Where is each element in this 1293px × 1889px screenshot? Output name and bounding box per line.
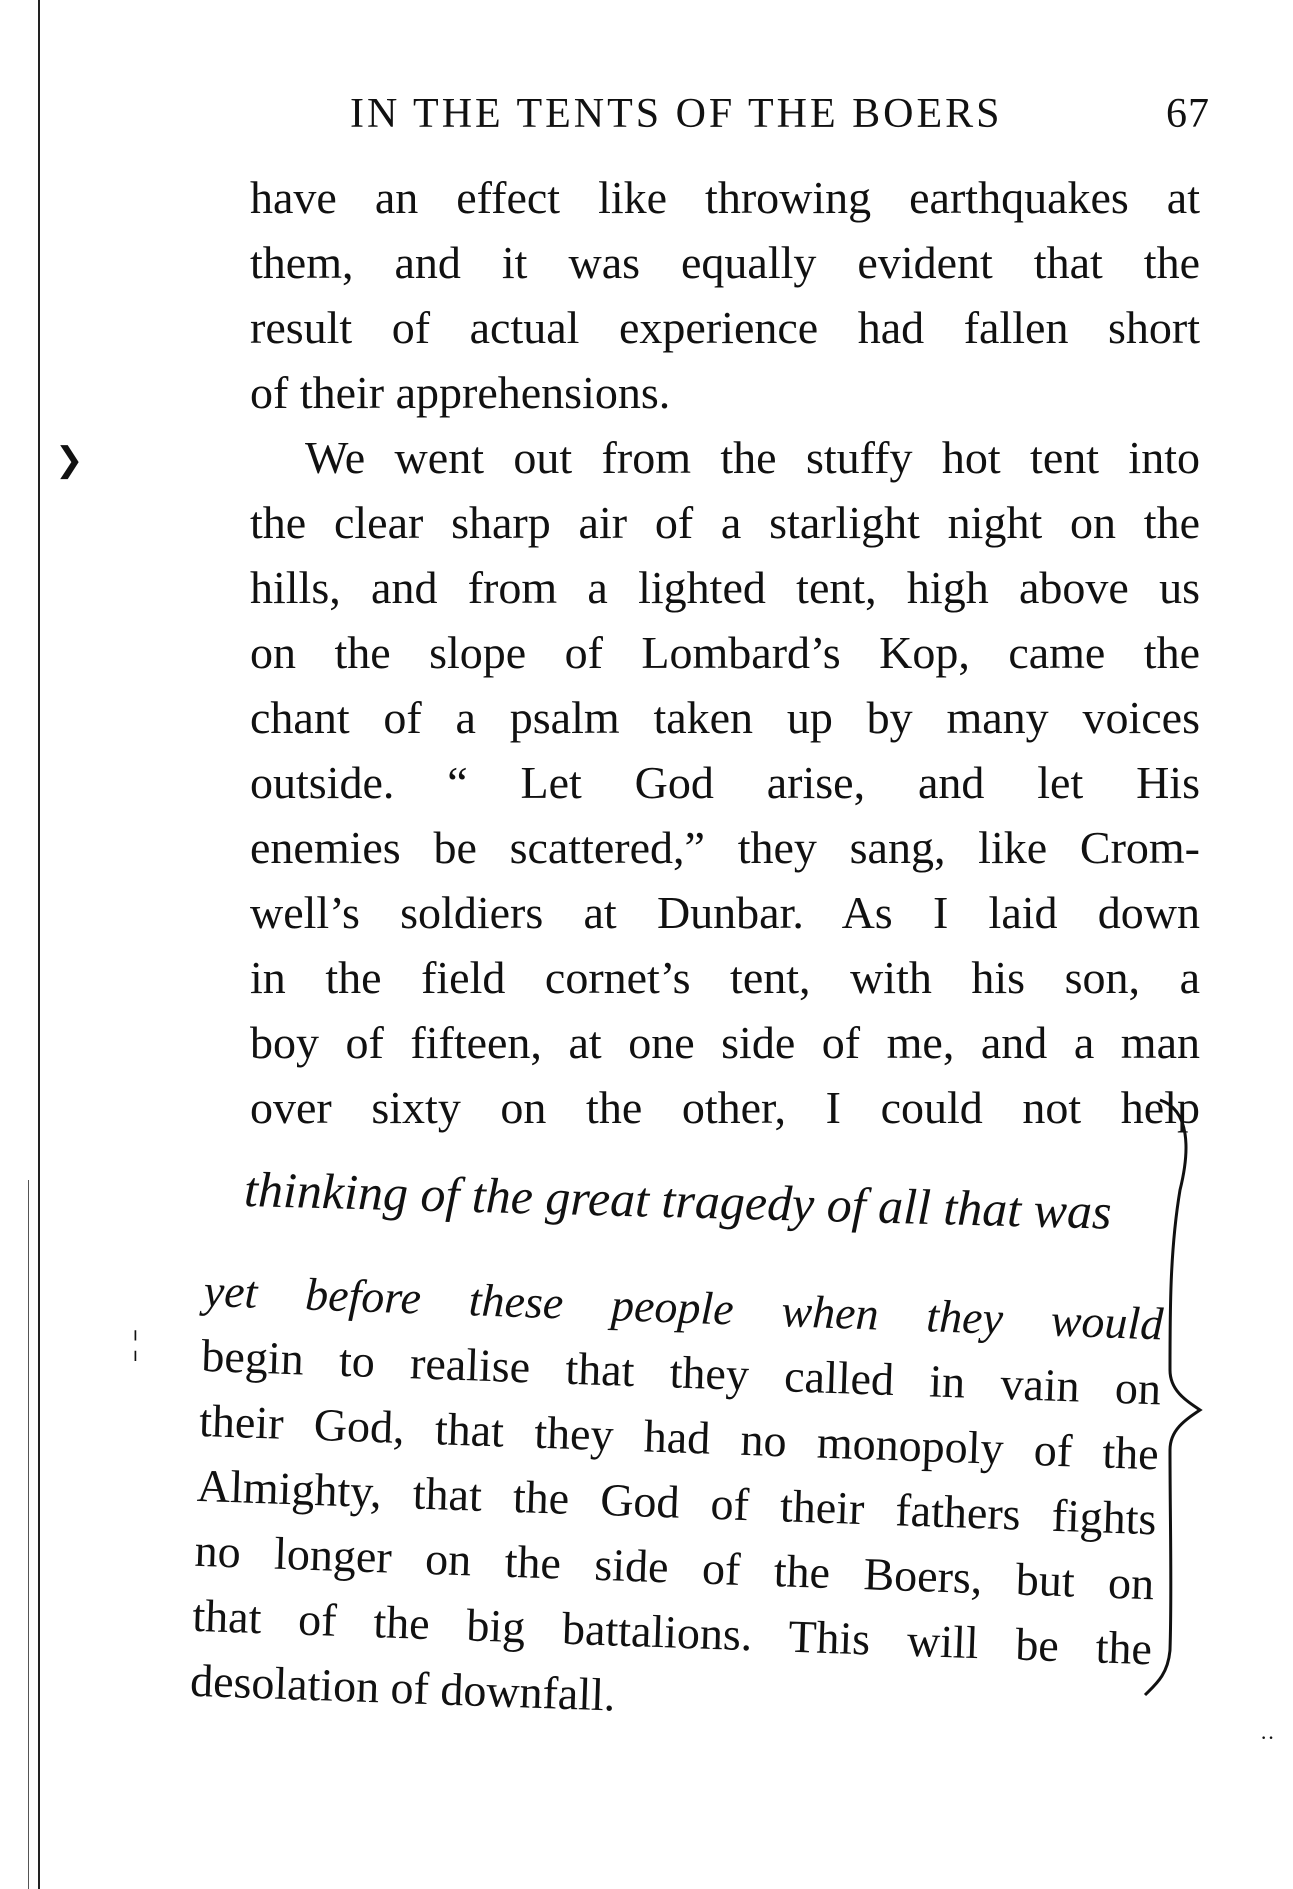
text-line: the clear sharp air of a starlight night on the [250,497,1200,548]
bottom-paragraph [189,1258,1164,1746]
text-line: yet before these people when they would [202,1264,1165,1350]
text-line: hills, and from a lighted tent, high above us [250,562,1200,613]
page-number: 67 [1166,91,1210,137]
text-line: well’s soldiers at Dunbar. As I laid down [250,887,1200,938]
text-line: chant of a psalm taken up by many voices [250,692,1200,743]
margin-mark: ¦ [132,1325,139,1362]
page-edge-line-secondary [28,1180,29,1889]
text-line: begin to realise that they called in vain on [200,1329,1162,1415]
running-title: IN THE TENTS OF THE BOERS [350,91,1003,137]
text-line: boy of fifteen, at one side of me, and a man [250,1017,1200,1068]
text-line: on the slope of Lombard’s Kop, came the [250,627,1200,678]
italic-text-line: thinking of the great tragedy of all that was [243,1160,1113,1240]
text-line: We went out from the stuffy hot tent into [305,432,1200,483]
text-line: their God, that they had no monopoly of the [198,1394,1160,1480]
text-line: enemies be scattered,” they sang, like Crom- [250,822,1200,873]
text-line: no longer on the side of the Boers, but on [193,1524,1156,1610]
main-paragraph [250,425,1200,1140]
margin-mark: ❯ [55,442,84,479]
margin-brace-icon [1140,1090,1220,1700]
text-line: in the field cornet’s tent, with his son, a [250,952,1200,1003]
margin-mark: ·· [1260,1725,1275,1750]
page-edge-line [38,0,40,1889]
continued-paragraph [250,165,1200,425]
text-line: them, and it was equally evident that the [250,237,1200,288]
text-line: outside. “ Let God arise, and let His [250,757,1200,808]
text-line: have an effect like throwing earthquakes at [250,172,1200,223]
text-line: Almighty, that the God of their fathers fights [196,1459,1158,1545]
text-line: result of actual experience had fallen short [250,302,1200,353]
running-header [350,90,1210,138]
text-line: desolation of downfall. [189,1654,617,1721]
text-line: of their apprehensions. [250,367,671,418]
text-line: over sixty on the other, I could not help [250,1082,1200,1133]
text-line: that of the big battalions. This will be the [191,1589,1153,1675]
